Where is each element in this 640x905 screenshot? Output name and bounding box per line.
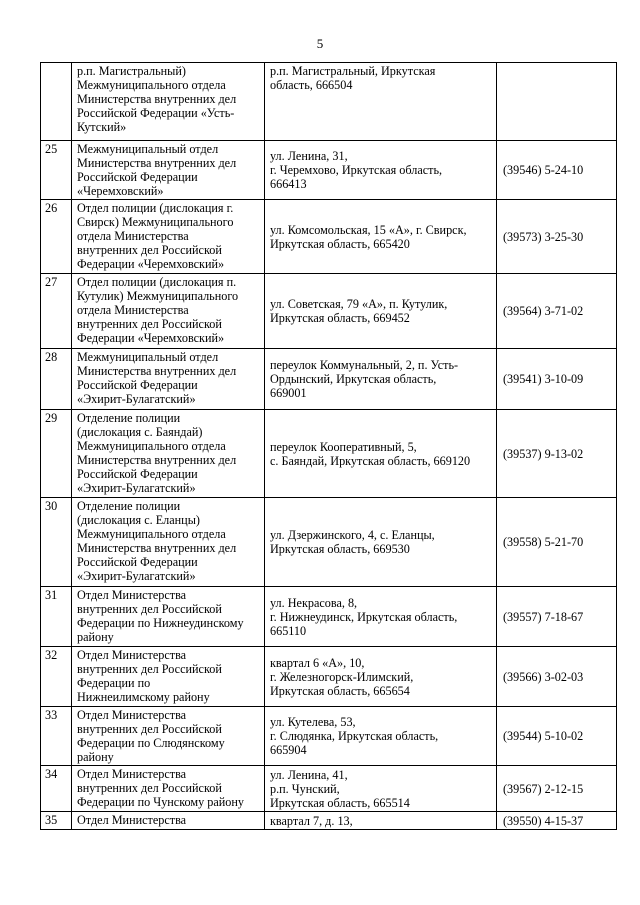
department-name-line: Отдел Министерства [77,813,187,827]
address-line: квартал 6 «А», 10, [270,655,365,670]
department-name-line: Отдел Министерства [77,708,187,722]
address-line: Иркутская область, 665420 [270,236,410,251]
department-name-line: Федерации по Нижнеудинскому [77,616,244,630]
row-number: 29 [41,410,72,498]
department-name [72,200,265,274]
department-name-line: «Эхирит-Булагатский» [77,392,196,406]
police-departments-table [40,62,617,830]
row-number: 27 [41,274,72,349]
row-number [41,63,72,141]
department-name [72,587,265,647]
department-address [265,274,497,349]
department-name-line: Федерации по Чунскому району [77,795,244,809]
department-name-line: (дислокация с. Баяндай) [77,425,203,439]
department-name-line: Отдел Министерства [77,767,187,781]
department-address [265,141,497,200]
department-name-line: Отдел Министерства [77,588,187,602]
page-number: 5 [316,36,324,51]
department-name [72,498,265,587]
department-address [265,200,497,274]
department-name [72,707,265,766]
address-line: г. Черемхово, Иркутская область, [270,163,443,177]
department-name-line: Российской Федерации [77,467,198,481]
department-address [265,707,497,766]
department-address [265,587,497,647]
department-name-line: Министерства внутренних дел [77,541,237,555]
department-name-line: Отделение полиции [77,411,181,425]
address-line: переулок Коммунальный, 2, п. Усть- [270,358,459,372]
department-name-line: р.п. Магистральный) [77,64,186,78]
address-line: Иркутская область, 669452 [270,311,410,325]
address-line: р.п. Чунский, [270,781,340,796]
department-name-line: внутренних дел Российской [77,662,222,676]
department-name-line: Межмуниципального отдела [77,78,226,92]
department-phone: (39541) 3-10-09 [497,349,617,410]
department-name [72,812,265,830]
department-name-line: Министерства внутренних дел [77,156,237,170]
department-name-line: «Черемховский» [77,184,164,198]
address-line: ул. Ленина, 41, [270,767,348,782]
department-name-line: Межмуниципального отдела [77,527,226,541]
department-name-line: Межмуниципального отдела [77,439,226,453]
department-name-line: внутренних дел Российской [77,317,222,331]
address-line: переулок Кооперативный, 5, [270,439,417,454]
department-name-line: внутренних дел Российской [77,781,222,795]
address-line: область, 666504 [270,78,353,92]
department-name-line: Российской Федерации [77,378,198,392]
department-name-line: Федерации по Слюдянскому [77,736,225,750]
address-line: р.п. Магистральный, Иркутская [270,64,436,78]
department-name-line: району [77,630,114,644]
table-row [41,707,617,766]
department-name [72,63,265,141]
table-row [41,647,617,707]
department-phone: (39544) 5-10-02 [497,707,617,766]
department-phone: (39550) 4-15-37 [497,812,617,830]
department-phone: (39546) 5-24-10 [497,141,617,200]
department-name [72,647,265,707]
department-name-line: «Эхирит-Булагатский» [77,569,196,583]
department-address [265,812,497,830]
department-name-line: Отдел полиции (дислокация п. [77,275,237,289]
row-number: 25 [41,141,72,200]
department-name-line: Межмуниципальный отдел [77,350,219,364]
table-row [41,587,617,647]
row-number: 33 [41,707,72,766]
department-name-line: Отдел Министерства [77,648,187,662]
department-phone [497,63,617,141]
table-row [41,63,617,141]
row-number: 26 [41,200,72,274]
department-name-line: Федерации «Черемховский» [77,331,225,345]
department-name-line: Российской Федерации «Усть- [77,106,235,120]
department-address [265,647,497,707]
department-name-line: Отделение полиции [77,499,181,513]
address-line: ул. Дзержинского, 4, с. Еланцы, [270,528,435,542]
table-row [41,410,617,498]
row-number: 30 [41,498,72,587]
department-name-line: Российской Федерации [77,170,198,184]
department-name-line: внутренних дел Российской [77,602,222,616]
address-line: ул. Комсомольская, 15 «А», г. Свирск, [270,222,467,237]
address-line: ул. Кутелева, 53, [270,715,356,729]
table-row [41,200,617,274]
department-phone: (39566) 3-02-03 [497,647,617,707]
address-line: г. Нижнеудинск, Иркутская область, [270,609,458,624]
address-line: 669001 [270,386,307,400]
department-name-line: «Эхирит-Булагатский» [77,481,196,495]
department-phone: (39537) 9-13-02 [497,410,617,498]
department-name-line: Министерства внутренних дел [77,92,237,106]
table-row [41,766,617,812]
table-row [41,349,617,410]
department-name-line: Российской Федерации [77,555,198,569]
row-number: 28 [41,349,72,410]
address-line: г. Слюдянка, Иркутская область, [270,729,439,743]
department-name [72,274,265,349]
department-name-line: Федерации по [77,676,151,690]
department-name-line: Нижнеилимскому району [77,690,210,704]
table-row [41,498,617,587]
department-name-line: Министерства внутренних дел [77,364,237,378]
department-address [265,349,497,410]
address-line: ул. Ленина, 31, [270,149,348,163]
row-number: 32 [41,647,72,707]
department-address [265,766,497,812]
address-line: квартал 7, д. 13, [270,813,353,828]
department-name-line: Отдел полиции (дислокация г. [77,201,234,215]
address-line: 665110 [270,623,307,638]
department-name [72,349,265,410]
department-name-line: Кутулик) Межмуниципального [77,289,239,303]
address-line: Иркутская область, 669530 [270,542,410,556]
row-number: 34 [41,766,72,812]
row-number: 31 [41,587,72,647]
department-address [265,498,497,587]
address-line: 666413 [270,177,307,191]
address-line: Иркутская область, 665514 [270,795,410,810]
department-name-line: отдела Министерства [77,229,189,243]
address-line: ул. Советская, 79 «А», п. Кутулик, [270,297,448,311]
department-address [265,63,497,141]
department-phone: (39564) 3-71-02 [497,274,617,349]
address-line: с. Баяндай, Иркутская область, 669120 [270,453,471,468]
address-line: Ордынский, Иркутская область, [270,372,437,386]
department-name-line: (дислокация с. Еланцы) [77,513,200,527]
department-name [72,141,265,200]
department-phone: (39567) 2-12-15 [497,766,617,812]
department-name-line: внутренних дел Российской [77,722,222,736]
department-name-line: отдела Министерства [77,303,189,317]
table-row [41,274,617,349]
department-name-line: району [77,750,114,764]
address-line: ул. Некрасова, 8, [270,595,358,610]
department-phone: (39558) 5-21-70 [497,498,617,587]
address-line: 665904 [270,743,307,757]
department-name-line: Федерации «Черемховский» [77,257,225,271]
department-name-line: Кутский» [77,120,127,134]
department-name-line: Свирск) Межмуниципального [77,215,234,229]
table-row [41,141,617,200]
department-name [72,410,265,498]
table-row [41,812,617,830]
address-line: Иркутская область, 665654 [270,683,410,698]
row-number: 35 [41,812,72,830]
department-phone: (39557) 7-18-67 [497,587,617,647]
department-name-line: внутренних дел Российской [77,243,222,257]
department-name-line: Межмуниципальный отдел [77,142,219,156]
address-line: г. Железногорск-Илимский, [270,669,414,684]
department-name [72,766,265,812]
department-phone: (39573) 3-25-30 [497,200,617,274]
department-address [265,410,497,498]
department-name-line: Министерства внутренних дел [77,453,237,467]
